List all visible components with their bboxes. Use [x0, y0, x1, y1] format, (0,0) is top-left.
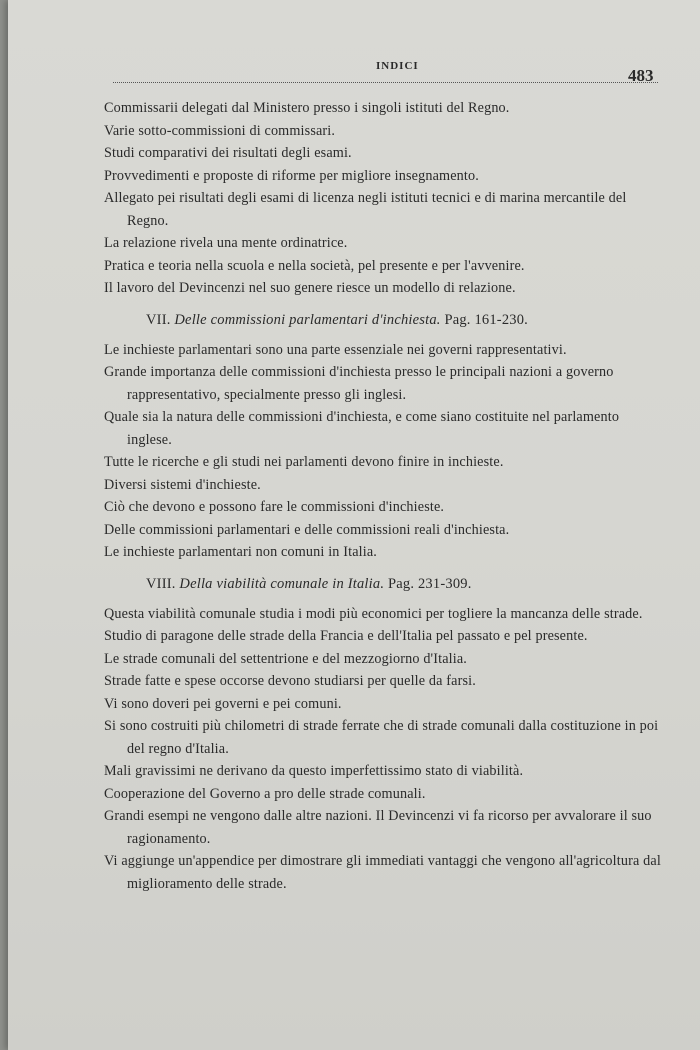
section-title: Della viabilità comunale in Italia. [179, 575, 385, 592]
index-entry: Commissarii delegati dal Ministero presso i singoli istituti del Regno. [104, 100, 510, 116]
index-entry: Si sono costruiti più chilometri di strade ferrate che di strade comunali dalla costituzione in poi del regno d'Italia. [104, 718, 659, 757]
index-entry: Quale sia la natura delle commissioni d'inchiesta, e come siano costituite nel parlamento inglese. [104, 409, 620, 448]
page-number: 483 [628, 66, 654, 85]
index-entry: Studi comparativi dei risultati degli esami. [104, 145, 352, 161]
index-entry: Le strade comunali del settentrione e del mezzogiorno d'Italia. [104, 650, 468, 667]
index-entry: Allegato pei risultati degli esami di licenza negli istituti tecnici e di marina mercantile del Regno. [104, 190, 627, 229]
index-entry: Vi sono doveri pei governi e pei comuni. [104, 695, 342, 712]
section-pages: Pag. 231-309. [387, 575, 472, 592]
index-entry: Cooperazione del Governo a pro delle strade comunali. [104, 785, 426, 802]
index-entry: Mali gravissimi ne derivano da questo imperfettissimo stato di viabilità. [104, 763, 524, 779]
header-dotted-rule [113, 82, 658, 83]
index-entry: Vi aggiunge un'appendice per dimostrare gli immediati vantaggi che vengono all'agricoltura dal miglioramento delle strade. [104, 853, 661, 892]
book-page [8, 0, 700, 1050]
section-heading-viii [104, 573, 664, 595]
section-title: Delle commissioni parlamentari d'inchiesta. [174, 311, 441, 328]
index-body [104, 97, 664, 895]
index-entry: Diversi sistemi d'inchieste. [104, 476, 261, 493]
section-heading-vii [104, 309, 664, 331]
running-title: INDICI [376, 60, 419, 72]
index-entry: Pratica e teoria nella scuola e nella società, pel presente e per l'avvenire. [104, 257, 525, 274]
index-entry: Studio di paragone delle strade della Francia e dell'Italia pel passato e pel presente. [104, 628, 588, 644]
index-entry: Il lavoro del Devincenzi nel suo genere riesce un modello di relazione. [104, 280, 516, 296]
index-entry: Strade fatte e spese occorse devono studiarsi per quelle da farsi. [104, 673, 476, 689]
index-entry: Delle commissioni parlamentari e delle commissioni reali d'inchiesta. [104, 521, 510, 538]
index-entry: Le inchieste parlamentari sono una parte essenziale nei governi rappresentativi. [104, 341, 567, 358]
index-entry: Varie sotto-commissioni di commissari. [104, 122, 336, 139]
section-number: VII. [146, 311, 171, 328]
section-pages: Pag. 161-230. [444, 311, 529, 328]
section-number: VIII. [146, 575, 176, 592]
index-entry: Le inchieste parlamentari non comuni in Italia. [104, 544, 377, 560]
index-entry: Provvedimenti e proposte di riforme per migliore insegnamento. [104, 167, 479, 184]
index-entry: Tutte le ricerche e gli studi nei parlamenti devono finire in inchieste. [104, 454, 504, 470]
index-entry: Grandi esempi ne vengono dalle altre nazioni. Il Devincenzi vi fa ricorso per avvalorare il suo ragionamento. [104, 808, 652, 847]
index-entry: Questa viabilità comunale studia i modi più economici per togliere la mancanza delle strade. [104, 605, 643, 622]
index-entry: Grande importanza delle commissioni d'inchiesta presso le principali nazioni a governo rappresentativo, specialmente presso gli inglesi. [104, 364, 614, 403]
index-entry: Ciò che devono e possono fare le commissioni d'inchieste. [104, 499, 445, 515]
index-entry: La relazione rivela una mente ordinatrice. [104, 235, 348, 251]
